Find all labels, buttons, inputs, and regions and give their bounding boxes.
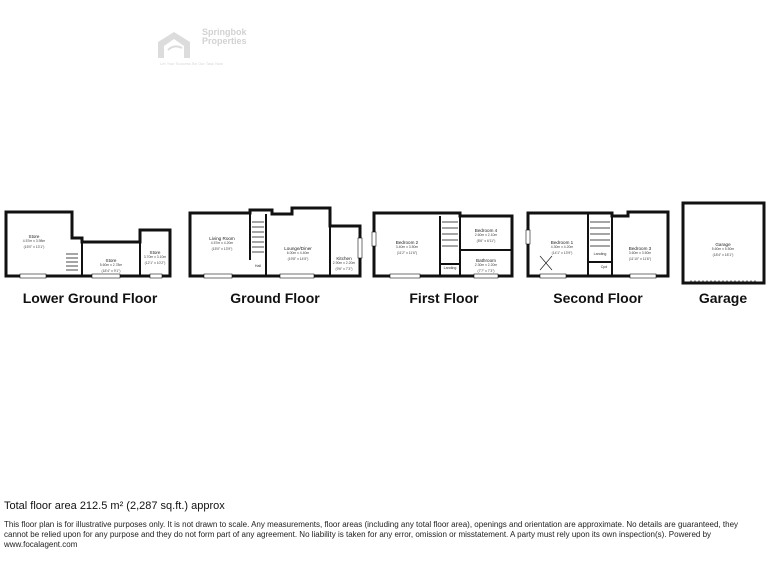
- window: [280, 274, 314, 278]
- second-skylight: [540, 256, 552, 270]
- room-label: Store 4.57m x 3.98m (15'0" x 13'1"): [22, 234, 46, 249]
- ground-partition: [250, 213, 330, 276]
- window: [630, 274, 656, 278]
- second-floor-plan: [528, 212, 668, 276]
- landing-label: Landing: [593, 252, 607, 256]
- second-stairs: [590, 222, 610, 246]
- room-label: Kitchen 2.90m x 2.20m (9'6" x 7'3"): [332, 256, 356, 271]
- window: [526, 230, 530, 244]
- floor-label-ground: Ground Floor: [230, 290, 320, 306]
- floor-label-second: Second Floor: [553, 290, 643, 306]
- window: [372, 232, 376, 246]
- window: [358, 238, 362, 258]
- room-label: Store 3.70m x 3.10m (12'1" x 10'2"): [143, 250, 167, 265]
- room-label: Bedroom 4 2.60m x 2.10m (8'6" x 6'11"): [474, 228, 498, 243]
- window: [150, 274, 162, 278]
- room-label: Lounge/Diner 6.00m x 4.40m (19'8" x 14'5"): [284, 246, 312, 261]
- room-label: Bedroom 2 3.40m x 3.50m (11'2" x 11'6"): [395, 240, 419, 255]
- total-floor-area: Total floor area 212.5 m² (2,287 sq.ft.) approx: [4, 500, 225, 512]
- hall-label: Hall: [254, 264, 262, 268]
- disclaimer-text: This floor plan is for illustrative purposes only. It is not drawn to scale. Any measurements, floor areas (including any total floor area), openings and orientation are approximate. No details are guaranteed, they cannot be relied upon for any purpose and they do not form part of any agreement. No liability is taken for any error, omission or misstatement. A party must rely upon its own inspection(s). Powered by www.focalagent.com: [4, 520, 739, 549]
- watermark-tagline: Let Your Success Be Our Task Now: [160, 61, 224, 66]
- room-label: Bedroom 3 3.60m x 3.50m (11'10" x 11'6"): [628, 246, 652, 261]
- floor-label-lower-ground: Lower Ground Floor: [22, 290, 158, 306]
- floor-label-first: First Floor: [409, 290, 479, 306]
- room-label: Store 5.60m x 2.78m (18'4" x 9'1"): [99, 258, 123, 273]
- watermark-brand-line2: Properties: [202, 36, 247, 46]
- first-stairs: [442, 222, 458, 246]
- window: [474, 274, 498, 278]
- lower-ground-stairs: [66, 254, 78, 270]
- room-label: Bathroom 2.30m x 2.20m (7'7" x 7'3"): [474, 258, 498, 273]
- window: [20, 274, 46, 278]
- room-label: Garage 5.60m x 5.50m (18'4" x 18'1"): [711, 242, 735, 257]
- window: [540, 274, 566, 278]
- window: [390, 274, 420, 278]
- watermark-brand-line1: Springbok: [202, 27, 247, 37]
- floor-label-garage: Garage: [698, 290, 748, 306]
- ground-stairs: [252, 222, 264, 252]
- window: [92, 274, 120, 278]
- window: [204, 274, 232, 278]
- cupboard-label: Cpd: [600, 265, 608, 269]
- room-label: Living Room 4.57m x 4.20m (15'0" x 13'9"): [209, 236, 235, 251]
- room-label: Bedroom 1 4.30m x 4.20m (14'1" x 13'9"): [550, 240, 574, 255]
- landing-label: Landing: [443, 266, 457, 270]
